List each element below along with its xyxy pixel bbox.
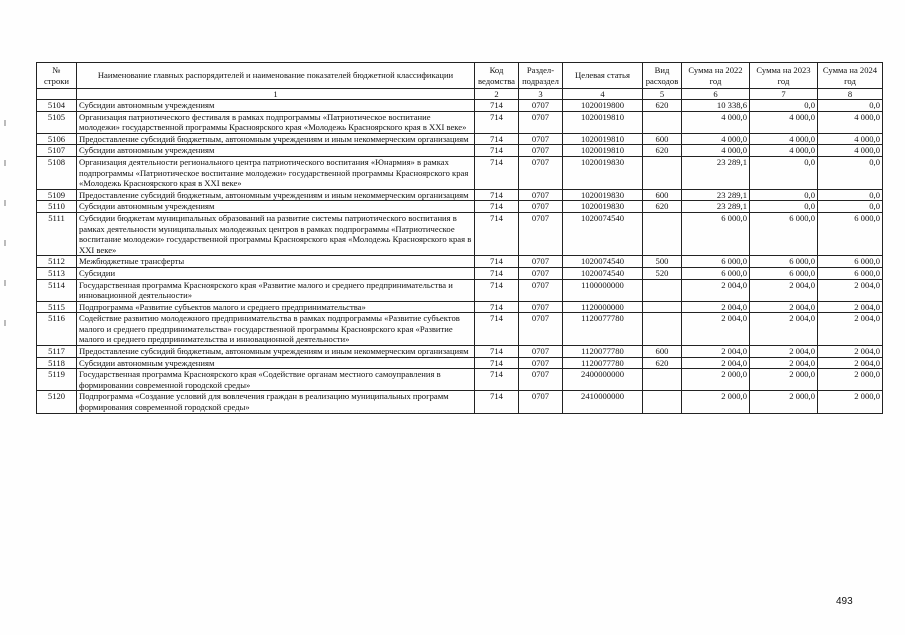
row-sum-2024: 4 000,0 [818, 145, 883, 157]
row-dept-code: 714 [475, 279, 519, 301]
row-expense-type: 620 [643, 201, 682, 213]
header-name: Наименование главных распорядителей и наименование показателей бюджетной классификации [77, 63, 475, 89]
header-row-number: № строки [37, 63, 77, 89]
row-dept-code: 714 [475, 369, 519, 391]
row-target-article: 1020074540 [563, 267, 643, 279]
row-section: 0707 [519, 346, 563, 358]
row-section: 0707 [519, 145, 563, 157]
row-sum-2023: 6 000,0 [750, 256, 818, 268]
row-sum-2022: 6 000,0 [682, 212, 750, 255]
column-number: 7 [750, 89, 818, 100]
row-target-article: 2410000000 [563, 391, 643, 413]
row-sum-2022: 23 289,1 [682, 189, 750, 201]
row-section: 0707 [519, 357, 563, 369]
row-number: 5108 [37, 156, 77, 189]
row-dept-code: 714 [475, 212, 519, 255]
row-sum-2022: 23 289,1 [682, 201, 750, 213]
table-row [37, 156, 883, 189]
row-expense-type [643, 391, 682, 413]
row-target-article: 1020019830 [563, 189, 643, 201]
header-sum-2022: Сумма на 2022 год [682, 63, 750, 89]
row-sum-2022: 2 004,0 [682, 357, 750, 369]
row-sum-2023: 2 004,0 [750, 301, 818, 313]
row-name: Организация патриотического фестиваля в рамках подпрограммы «Патриотическое воспитание молодежи» государственной программы Красноярского края «Молодежь Красноярского края в XXI веке» [77, 111, 475, 133]
row-expense-type: 500 [643, 256, 682, 268]
row-section: 0707 [519, 279, 563, 301]
row-sum-2024: 2 004,0 [818, 357, 883, 369]
table-row [37, 201, 883, 213]
row-name: Субсидии автономным учреждениям [77, 201, 475, 213]
row-sum-2023: 4 000,0 [750, 145, 818, 157]
row-target-article: 2400000000 [563, 369, 643, 391]
row-number: 5105 [37, 111, 77, 133]
row-section: 0707 [519, 212, 563, 255]
row-expense-type [643, 369, 682, 391]
row-target-article: 1020019810 [563, 111, 643, 133]
row-number: 5119 [37, 369, 77, 391]
row-name: Содействие развитию молодежного предпринимательства в рамках подпрограммы «Развитие субъектов малого и среднего предпринимательства» государственной программы Красноярского края «Развитие малого и среднего предпринимательства и инновационной деятельности» [77, 313, 475, 346]
row-number: 5120 [37, 391, 77, 413]
row-name: Субсидии бюджетам муниципальных образований на развитие системы патриотического воспитания в рамках деятельности муниципальных молодежных центров в рамках подпрограммы «Патриотическое воспитание молодежи» государственной программы Красноярского края «Молодежь Красноярского края в XXI веке» [77, 212, 475, 255]
table-row [37, 133, 883, 145]
row-sum-2022: 4 000,0 [682, 145, 750, 157]
table-row [37, 301, 883, 313]
row-sum-2024: 0,0 [818, 100, 883, 112]
table-row [37, 111, 883, 133]
row-name: Межбюджетные трансферты [77, 256, 475, 268]
header-expense-type: Вид расходов [643, 63, 682, 89]
row-sum-2024: 4 000,0 [818, 133, 883, 145]
row-dept-code: 714 [475, 156, 519, 189]
column-number: 5 [643, 89, 682, 100]
header-sum-2024: Сумма на 2024 год [818, 63, 883, 89]
table-row [37, 279, 883, 301]
row-sum-2022: 23 289,1 [682, 156, 750, 189]
row-section: 0707 [519, 267, 563, 279]
row-name: Предоставление субсидий бюджетным, автономным учреждениям и иным некоммерческим организациям [77, 133, 475, 145]
row-section: 0707 [519, 369, 563, 391]
row-sum-2024: 0,0 [818, 189, 883, 201]
row-section: 0707 [519, 100, 563, 112]
row-sum-2023: 0,0 [750, 100, 818, 112]
row-sum-2022: 2 004,0 [682, 313, 750, 346]
row-dept-code: 714 [475, 301, 519, 313]
row-target-article: 1020019830 [563, 201, 643, 213]
row-expense-type: 620 [643, 145, 682, 157]
row-target-article: 1100000000 [563, 279, 643, 301]
row-number: 5104 [37, 100, 77, 112]
table-row [37, 267, 883, 279]
row-sum-2022: 6 000,0 [682, 267, 750, 279]
column-number: 2 [475, 89, 519, 100]
row-number: 5110 [37, 201, 77, 213]
row-target-article: 1120077780 [563, 346, 643, 358]
row-sum-2023: 4 000,0 [750, 133, 818, 145]
row-dept-code: 714 [475, 313, 519, 346]
row-section: 0707 [519, 111, 563, 133]
row-sum-2024: 2 004,0 [818, 301, 883, 313]
row-target-article: 1120077780 [563, 357, 643, 369]
row-sum-2024: 2 004,0 [818, 346, 883, 358]
row-expense-type [643, 212, 682, 255]
table-row [37, 369, 883, 391]
row-number: 5115 [37, 301, 77, 313]
header-section: Раздел-подраздел [519, 63, 563, 89]
row-sum-2022: 4 000,0 [682, 111, 750, 133]
row-dept-code: 714 [475, 145, 519, 157]
row-name: Субсидии автономным учреждениям [77, 145, 475, 157]
column-number: 6 [682, 89, 750, 100]
table-header [37, 63, 883, 100]
row-number: 5117 [37, 346, 77, 358]
budget-table [36, 62, 883, 414]
row-dept-code: 714 [475, 256, 519, 268]
row-dept-code: 714 [475, 346, 519, 358]
column-number: 1 [77, 89, 475, 100]
row-number: 5113 [37, 267, 77, 279]
header-row [37, 63, 883, 89]
column-number [37, 89, 77, 100]
row-sum-2023: 6 000,0 [750, 267, 818, 279]
row-number: 5114 [37, 279, 77, 301]
row-number: 5106 [37, 133, 77, 145]
row-section: 0707 [519, 133, 563, 145]
row-sum-2023: 0,0 [750, 189, 818, 201]
row-sum-2022: 4 000,0 [682, 133, 750, 145]
row-section: 0707 [519, 156, 563, 189]
row-section: 0707 [519, 189, 563, 201]
row-expense-type: 620 [643, 100, 682, 112]
row-sum-2023: 2 004,0 [750, 346, 818, 358]
row-number: 5109 [37, 189, 77, 201]
row-dept-code: 714 [475, 133, 519, 145]
row-section: 0707 [519, 313, 563, 346]
table-row [37, 145, 883, 157]
row-expense-type: 600 [643, 133, 682, 145]
row-sum-2024: 2 000,0 [818, 369, 883, 391]
row-target-article: 1120077780 [563, 313, 643, 346]
row-number: 5107 [37, 145, 77, 157]
header-sum-2023: Сумма на 2023 год [750, 63, 818, 89]
row-expense-type: 600 [643, 189, 682, 201]
row-sum-2023: 2 004,0 [750, 279, 818, 301]
row-name: Подпрограмма «Создание условий для вовлечения граждан в реализацию муниципальных программ формирования современной городской среды» [77, 391, 475, 413]
row-sum-2023: 6 000,0 [750, 212, 818, 255]
table-row [37, 391, 883, 413]
row-name: Организация деятельности регионального центра патриотического воспитания «Юнармия» в рамках подпрограммы «Патриотическое воспитание молодежи» государственной программы Красноярского края «Молодежь Красноярского края в XXI веке» [77, 156, 475, 189]
page-number: 493 [836, 596, 853, 607]
row-target-article: 1020019810 [563, 145, 643, 157]
column-number: 8 [818, 89, 883, 100]
row-name: Субсидии [77, 267, 475, 279]
row-name: Субсидии автономным учреждениям [77, 357, 475, 369]
row-expense-type [643, 313, 682, 346]
row-dept-code: 714 [475, 357, 519, 369]
row-sum-2023: 4 000,0 [750, 111, 818, 133]
column-number-row [37, 89, 883, 100]
row-expense-type [643, 301, 682, 313]
row-section: 0707 [519, 256, 563, 268]
row-sum-2023: 0,0 [750, 156, 818, 189]
row-name: Субсидии автономным учреждениям [77, 100, 475, 112]
row-sum-2023: 0,0 [750, 201, 818, 213]
row-target-article: 1020019810 [563, 133, 643, 145]
row-sum-2023: 2 004,0 [750, 313, 818, 346]
row-number: 5111 [37, 212, 77, 255]
row-dept-code: 714 [475, 201, 519, 213]
row-dept-code: 714 [475, 391, 519, 413]
scan-margin-marks [3, 120, 7, 400]
row-number: 5116 [37, 313, 77, 346]
row-sum-2022: 2 000,0 [682, 391, 750, 413]
row-section: 0707 [519, 201, 563, 213]
row-sum-2024: 6 000,0 [818, 256, 883, 268]
row-sum-2022: 2 004,0 [682, 301, 750, 313]
row-sum-2024: 0,0 [818, 201, 883, 213]
row-name: Подпрограмма «Развитие субъектов малого и среднего предпринимательства» [77, 301, 475, 313]
table-row [37, 313, 883, 346]
row-sum-2024: 2 000,0 [818, 391, 883, 413]
row-sum-2022: 2 000,0 [682, 369, 750, 391]
row-name: Государственная программа Красноярского края «Содействие органам местного самоуправления в формировании современной городской среды» [77, 369, 475, 391]
row-name: Государственная программа Красноярского края «Развитие малого и среднего предпринимательства и инновационной деятельности» [77, 279, 475, 301]
header-target-article: Целевая статья [563, 63, 643, 89]
row-section: 0707 [519, 391, 563, 413]
column-number: 3 [519, 89, 563, 100]
row-target-article: 1020019800 [563, 100, 643, 112]
table-row [37, 256, 883, 268]
row-number: 5118 [37, 357, 77, 369]
table-row [37, 100, 883, 112]
row-dept-code: 714 [475, 100, 519, 112]
row-target-article: 1120000000 [563, 301, 643, 313]
row-sum-2022: 2 004,0 [682, 346, 750, 358]
row-sum-2024: 6 000,0 [818, 267, 883, 279]
row-sum-2022: 2 004,0 [682, 279, 750, 301]
row-name: Предоставление субсидий бюджетным, автономным учреждениям и иным некоммерческим организациям [77, 346, 475, 358]
table-row [37, 357, 883, 369]
table-row [37, 346, 883, 358]
row-dept-code: 714 [475, 189, 519, 201]
row-sum-2022: 10 338,6 [682, 100, 750, 112]
row-target-article: 1020019830 [563, 156, 643, 189]
table-row [37, 212, 883, 255]
row-expense-type [643, 111, 682, 133]
row-expense-type: 600 [643, 346, 682, 358]
row-name: Предоставление субсидий бюджетным, автономным учреждениям и иным некоммерческим организациям [77, 189, 475, 201]
row-sum-2024: 2 004,0 [818, 279, 883, 301]
row-sum-2024: 6 000,0 [818, 212, 883, 255]
row-expense-type: 520 [643, 267, 682, 279]
header-dept-code: Код ведомства [475, 63, 519, 89]
row-sum-2023: 2 000,0 [750, 391, 818, 413]
row-dept-code: 714 [475, 267, 519, 279]
row-number: 5112 [37, 256, 77, 268]
row-section: 0707 [519, 301, 563, 313]
row-target-article: 1020074540 [563, 212, 643, 255]
row-sum-2024: 2 004,0 [818, 313, 883, 346]
row-sum-2024: 0,0 [818, 156, 883, 189]
row-expense-type [643, 156, 682, 189]
row-dept-code: 714 [475, 111, 519, 133]
row-expense-type: 620 [643, 357, 682, 369]
column-number: 4 [563, 89, 643, 100]
row-sum-2022: 6 000,0 [682, 256, 750, 268]
row-sum-2023: 2 000,0 [750, 369, 818, 391]
table-row [37, 189, 883, 201]
row-sum-2023: 2 004,0 [750, 357, 818, 369]
row-sum-2024: 4 000,0 [818, 111, 883, 133]
table-body [37, 100, 883, 414]
row-target-article: 1020074540 [563, 256, 643, 268]
row-expense-type [643, 279, 682, 301]
